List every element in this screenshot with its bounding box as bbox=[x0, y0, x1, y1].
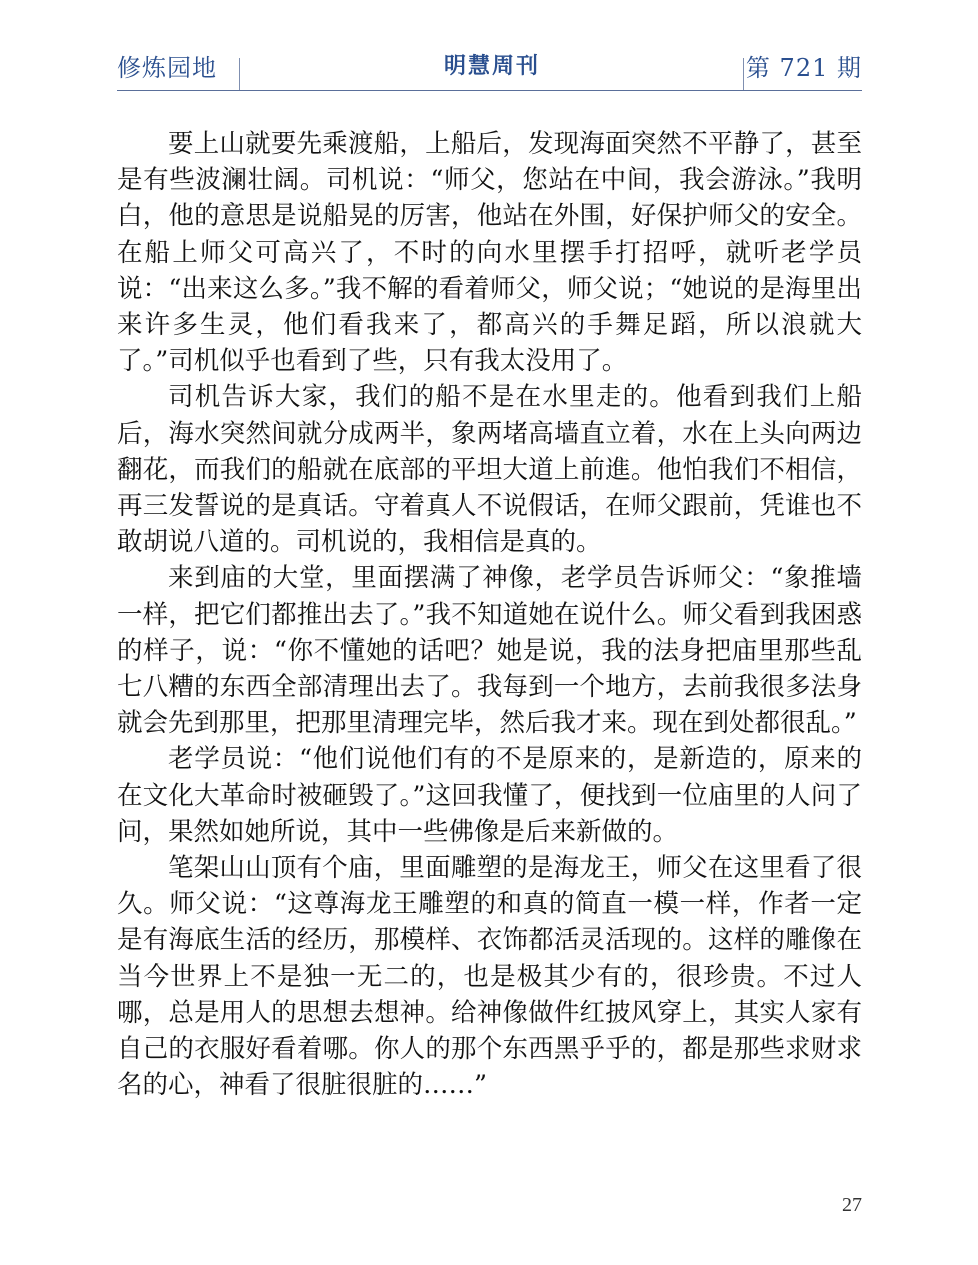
header-divider-right bbox=[743, 58, 744, 90]
paragraph: 来到庙的大堂，里面摆满了神像，老学员告诉师父：“象推墙一样，把它们都推出去了。”我不知道她在说什么。师父看到我困惑的样子，说：“你不懂她的话吧？她是说，我的法身把庙里那些乱七八糟的东西全部清理出去了。我每到一个地方，去前我很多法身就会先到那里，把那里清理完毕，然后我才来。现在到处都很乱。” bbox=[117, 563, 862, 739]
page-header bbox=[117, 52, 862, 90]
paragraph: 笔架山山顶有个庙，里面雕塑的是海龙王，师父在这里看了很久。师父说：“这尊海龙王雕塑的和真的简直一模一样，作者一定是有海底生活的经历，那模样、衣饰都活灵活现的。这样的雕像在当今世界上不是独一无二的，也是极其少有的，很珍贵。不过人哪，总是用人的思想去想神。给神像做件红披风穿上，其实人家有自己的衣服好看着哪。你人的那个东西黑乎乎的，都是那些求财求名的心，神看了很脏很脏的……” bbox=[117, 853, 862, 1101]
header-divider-left bbox=[239, 58, 240, 90]
paragraph: 老学员说：“他们说他们有的不是原来的，是新造的，原来的在文化大革命时被砸毁了。”这回我懂了，便找到一位庙里的人问了问，果然如她所说，其中一些佛像是后来新做的。 bbox=[117, 744, 862, 847]
page-number: 27 bbox=[842, 1194, 862, 1216]
section-title: 修炼园地 bbox=[117, 54, 217, 82]
paragraph: 要上山就要先乘渡船，上船后，发现海面突然不平静了，甚至是有些波澜壮阔。司机说：“师父，您站在中间，我会游泳。”我明白，他的意思是说船晃的厉害，他站在外围，好保护师父的安全。在船上师父可高兴了，不时的向水里摆手打招呼，就听老学员说：“出来这么多。”我不解的看着师父，师父说；“她说的是海里出来许多生灵，他们看我来了，都高兴的手舞足蹈，所以浪就大了。”司机似乎也看到了些，只有我太没用了。 bbox=[117, 129, 862, 377]
paragraph: 司机告诉大家，我们的船不是在水里走的。他看到我们上船后，海水突然间就分成两半，象两堵高墙直立着，水在上头向两边翻花，而我们的船就在底部的平坦大道上前進。他怕我们不相信，再三发誓说的是真话。守着真人不说假话，在师父跟前，凭谁也不敢胡说八道的。司机说的，我相信是真的。 bbox=[117, 382, 862, 558]
article-body bbox=[117, 126, 862, 1103]
publication-title: 明慧周刊 bbox=[444, 54, 541, 79]
issue-number: 第 721 期 bbox=[745, 54, 862, 82]
header-rule bbox=[117, 90, 862, 91]
